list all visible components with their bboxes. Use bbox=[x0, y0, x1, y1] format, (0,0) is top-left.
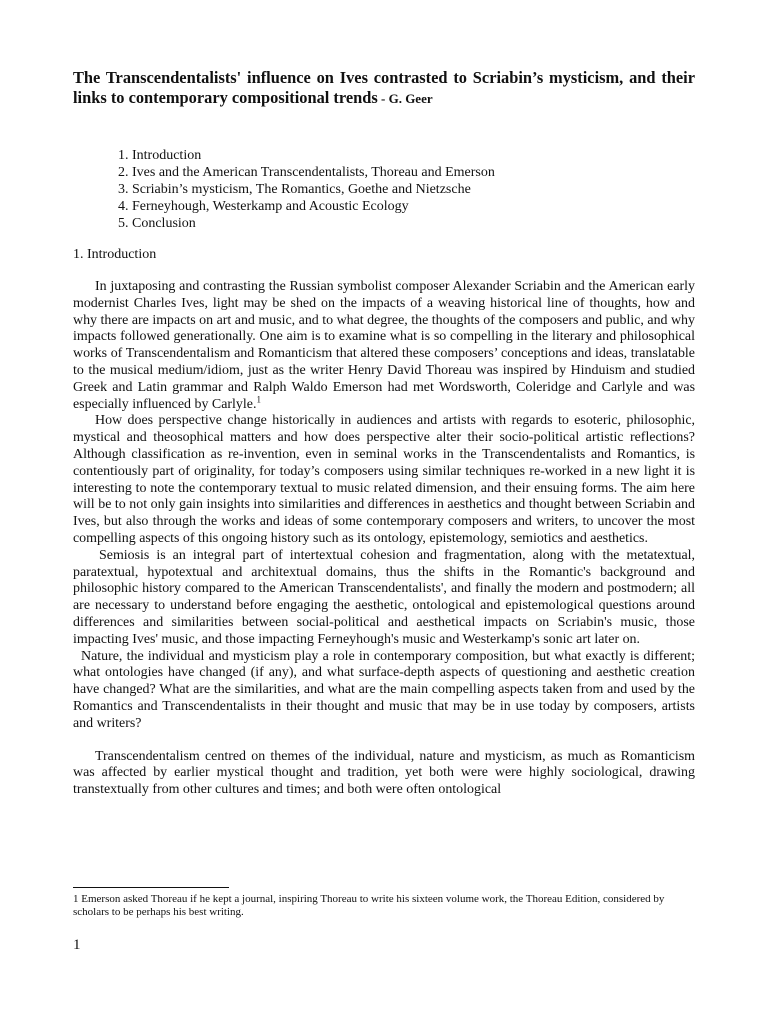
toc-item: 5. Conclusion bbox=[118, 216, 196, 231]
paragraph: Nature, the individual and mysticism play a role in contemporary composition, but what exactly is different; what ontologies have changed (if any), and what surface-depth aspects of questioning and aesthetic creation have changed? What are the similarities, and what are the main compelling aspects taken from and used by the Romantics and Transcendentalists in their thought and music that may be in use today by composers, artists and writers? bbox=[73, 648, 695, 731]
footnote-reference: 1 bbox=[256, 393, 261, 404]
toc-item: 3. Scriabin’s mysticism, The Romantics, Goethe and Nietzsche bbox=[118, 182, 471, 197]
paragraph: Semiosis is an integral part of intertextual cohesion and fragmentation, along with the metatextual, paratextual, hypotextual and architextual domains, thus the shifts in the Romantic's background and philosophic history compared to the American Transcendentalists', and finally the modern and postmodern; all are necessary to understand before engaging the aesthetic, ontological and epistemological questions around differences and similarities between social-political and aesthetical impacts on Scriabin's music, those impacting Ives' music, and those impacting Ferneyhough's music and Westerkamp's sonic art later on. bbox=[73, 547, 695, 647]
paragraph bbox=[73, 279, 695, 413]
footnote: 1 Emerson asked Thoreau if he kept a journal, inspiring Thoreau to write his sixteen volume work, the Thoreau Edition, considered by scholars to be perhaps his best writing. bbox=[73, 893, 665, 918]
toc-item: 4. Ferneyhough, Westerkamp and Acoustic Ecology bbox=[118, 199, 409, 214]
page-number: 1 bbox=[73, 937, 81, 953]
paragraph: Transcendentalism centred on themes of the individual, nature and mysticism, as much as Romanticism was affected by earlier mystical thought and tradition, yet both were were highly sociological, drawing transtextually from other cultures and times; and both were often ontological bbox=[73, 748, 695, 798]
paragraph-text: In juxtaposing and contrasting the Russian symbolist composer Alexander Scriabin and the American early modernist Charles Ives, light may be shed on the impacts of a weaving historical line of thoughts, how and why there are impacts on art and music, and to what degree, the thoughts of the composers and public, and why impacts followed generationally. One aim is to examine what is so compelling in the literary and philosophical works of Transcendentalism and Romanticism that altered these composers’ conceptions and ideas, translatable to the musical medium/idiom, just as the writer Henry David Thoreau was inspired by Hinduism and studied Greek and Latin grammar and Ralph Waldo Emerson had met Wordsworth, Coleridge and Carlyle and was especially influenced by Carlyle. bbox=[73, 279, 695, 412]
footnote-divider bbox=[73, 887, 229, 888]
body-text bbox=[73, 279, 695, 799]
toc-item: 1. Introduction bbox=[118, 148, 202, 163]
document-page bbox=[73, 68, 695, 799]
section-heading: 1. Introduction bbox=[73, 247, 157, 262]
table-of-contents bbox=[73, 147, 695, 232]
document-title bbox=[73, 68, 695, 109]
title-author: - G. Geer bbox=[377, 91, 433, 106]
toc-item: 2. Ives and the American Transcendentalists, Thoreau and Emerson bbox=[118, 165, 495, 180]
title-main: The Transcendentalists' influence on Ives contrasted to Scriabin’s mysticism, and their links to contemporary compositional trends bbox=[73, 68, 695, 107]
paragraph: How does perspective change historically in audiences and artists with regards to esoteric, philosophic, mystical and theosophical matters and how does perspective alter their socio-political artistic reflections? Although classification as re-invention, even in seminal works in the Transcendentalists and Romantics, is contentiously part of originality, for today’s composers using similar techniques re-worked in a new light it is interesting to note the contemporary textual to music related dimension, and their ensuing forms. The aim here will be to not only gain insights into similarities and differences in aesthetics and thought between Scriabin and Ives, but also through the works and ideas of some contemporary composers and writers, to uncover the most compelling aspects of this ongoing history such as its ontology, epistemology, semiotics and aesthetics. bbox=[73, 413, 695, 546]
